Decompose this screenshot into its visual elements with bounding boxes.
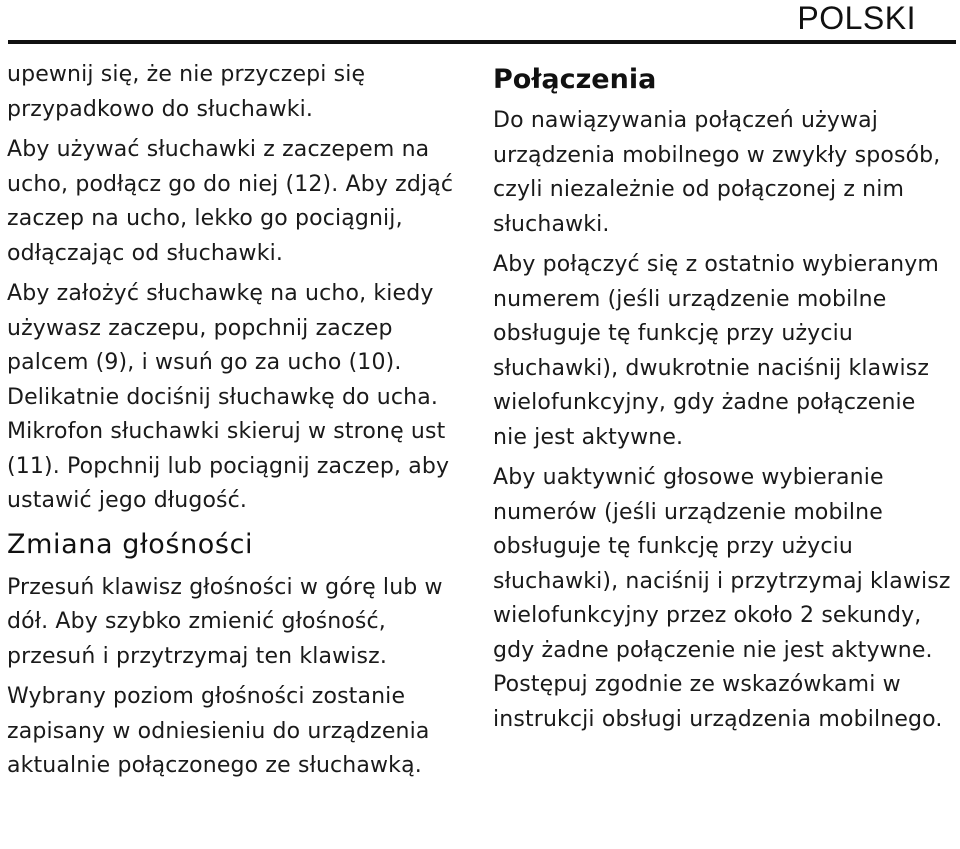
section-heading-volume: Zmiana głośności <box>7 528 254 560</box>
paragraph: Aby połączyć się z ostatnio wybieranym numerem (jeśli urządzenie mobilne obsługuje tę funkcję przy użyciu słuchawki), dwukrotnie naciśnij klawisz wielofunkcyjny, gdy żadne połączenie nie jest aktywne. <box>493 252 939 450</box>
paragraph: Aby założyć słuchawkę na ucho, kiedy używasz zaczepu, popchnij zaczep palcem (9), i wsuń go za ucho (10). Delikatnie dociśnij słuchawkę do ucha. Mikrofon słuchawki skieruj w stronę ust (11). Popchnij lub pociągnij zaczep, aby ustawić jego długość. <box>7 281 450 513</box>
section-heading-calls: Połączenia <box>493 64 657 95</box>
paragraph: Do nawiązywania połączeń używaj urządzenia mobilnego w zwykły sposób, czyli niezależnie od połączonej z nim słuchawki. <box>493 108 941 237</box>
language-header: POLSKI <box>797 0 916 36</box>
paragraph: Wybrany poziom głośności zostanie zapisany w odniesieniu do urządzenia aktualnie połączonego ze słuchawką. <box>7 684 430 778</box>
left-column <box>7 58 472 790</box>
paragraph: Przesuń klawisz głośności w górę lub w dół. Aby szybko zmienić głośność, przesuń i przytrzymaj ten klawisz. <box>7 574 443 669</box>
paragraph: Aby uaktywnić głosowe wybieranie numerów (jeśli urządzenie mobilne obsługuje tę funkcję przy użyciu słuchawki), naciśnij i przytrzymaj klawisz wielofunkcyjny przez około 2 sekundy, gdy żadne połączenie nie jest aktywne. Postępuj zgodnie ze wskazówkami w instrukcji obsługi urządzenia mobilnego. <box>493 465 951 732</box>
paragraph: Aby używać słuchawki z zaczepem na ucho, podłącz go do niej (12). Aby zdjąć zaczep na ucho, lekko go pociągnij, odłączając od słuchawki. <box>7 137 454 266</box>
right-column <box>493 62 955 743</box>
header-divider <box>8 40 956 44</box>
paragraph: upewnij się, że nie przyczepi się przypadkowo do słuchawki. <box>7 62 366 122</box>
